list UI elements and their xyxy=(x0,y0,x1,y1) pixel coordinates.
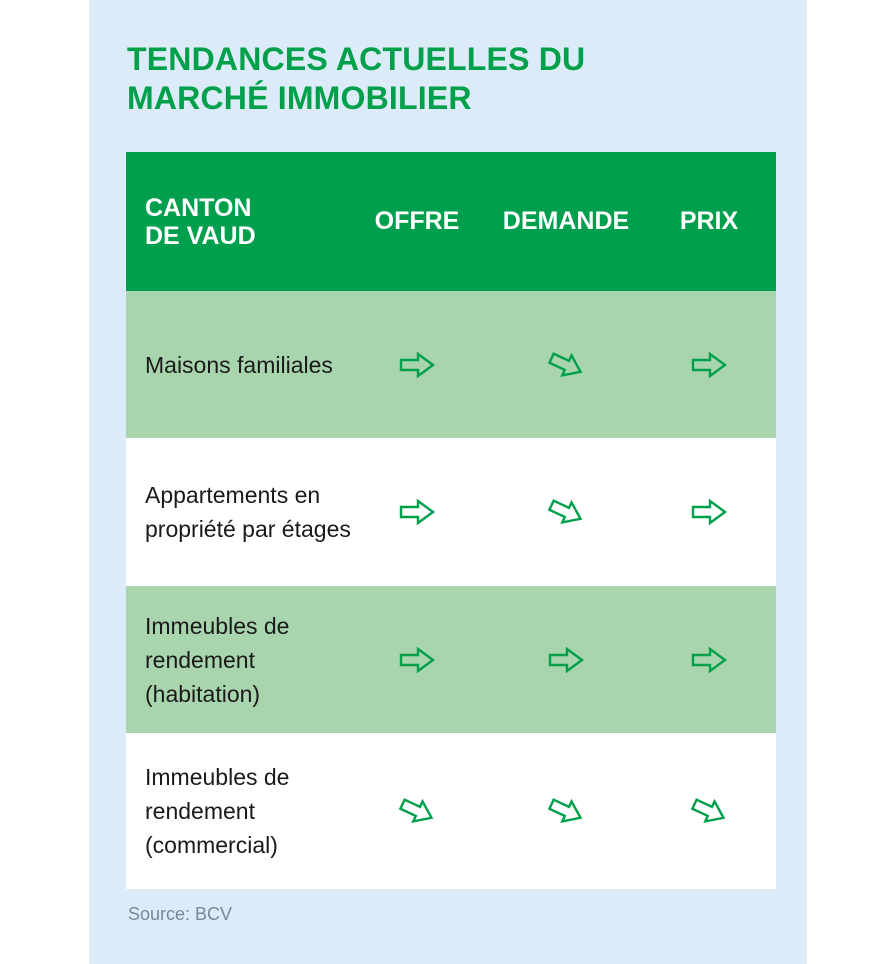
header-prix: PRIX xyxy=(679,207,739,235)
source-note: Source: BCV xyxy=(128,904,233,924)
table-header-row xyxy=(126,152,776,291)
trend-arrow-icon xyxy=(546,497,586,527)
row-label: Immeubles de rendement (habitation) xyxy=(145,612,290,707)
table-row xyxy=(126,438,776,586)
trend-arrow-icon xyxy=(689,350,729,380)
trend-arrow-icon xyxy=(689,796,729,826)
trend-arrow-icon xyxy=(546,350,586,380)
header-offre: OFFRE xyxy=(374,207,460,235)
row-label: Appartements en propriété par étages xyxy=(145,482,351,542)
page-title: TENDANCES ACTUELLES DU MARCHÉ IMMOBILIER xyxy=(127,41,586,116)
trend-arrow-icon xyxy=(397,645,437,675)
header-canton: CANTON DE VAUD xyxy=(145,193,256,250)
table-row xyxy=(126,733,776,889)
row-label: Immeubles de rendement (commercial) xyxy=(145,764,290,858)
header-demande: DEMANDE xyxy=(502,207,630,235)
trend-arrow-icon xyxy=(397,350,437,380)
trend-arrow-icon xyxy=(546,796,586,826)
row-label: Maisons familiales xyxy=(145,351,333,378)
trend-arrow-icon xyxy=(397,796,437,826)
trend-arrow-icon xyxy=(689,497,729,527)
table-row xyxy=(126,291,776,438)
trend-arrow-icon xyxy=(689,645,729,675)
trend-arrow-icon xyxy=(397,497,437,527)
trend-arrow-icon xyxy=(546,645,586,675)
market-trends-table xyxy=(126,152,776,889)
table-row xyxy=(126,586,776,733)
